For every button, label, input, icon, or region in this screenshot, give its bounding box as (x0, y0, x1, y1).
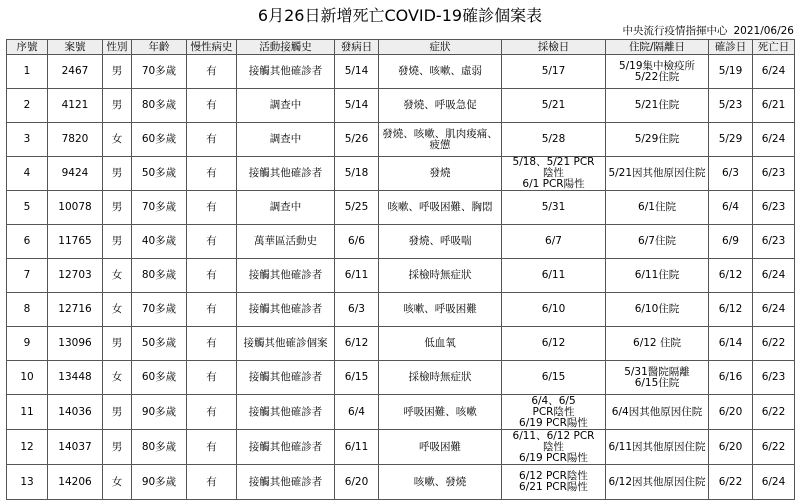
cell-test-date-line: 6/21 PCR陽性 (519, 481, 588, 493)
cell-contact: 接觸其他確診者 (237, 293, 335, 327)
cell-test-date (502, 430, 606, 465)
cell-admission-line: 6/1住院 (638, 201, 676, 213)
cell-case-number: 12703 (48, 259, 103, 293)
cell-sex: 女 (103, 259, 132, 293)
cell-onset: 6/15 (335, 361, 379, 395)
cell-test-date (502, 123, 606, 157)
cell-onset: 5/14 (335, 89, 379, 123)
cell-symptoms: 低血氧 (379, 327, 502, 361)
header-row (7, 40, 795, 55)
cell-test-date-line: 6/4、6/5 (531, 394, 576, 407)
col-header-death: 死亡日 (753, 40, 795, 55)
cell-death-date: 6/23 (753, 157, 795, 191)
cell-confirm-date: 6/12 (709, 259, 753, 293)
cell-test-date (502, 225, 606, 259)
cell-test-date (502, 465, 606, 500)
cell-test-date-line: 6/10 (541, 303, 566, 315)
table-row (7, 157, 795, 191)
cell-test-date (502, 259, 606, 293)
table-row (7, 55, 795, 89)
cell-no: 6 (7, 225, 48, 259)
cell-chronic: 有 (187, 395, 237, 430)
cell-no: 1 (7, 55, 48, 89)
table-row (7, 123, 795, 157)
cell-sex: 男 (103, 225, 132, 259)
cell-onset: 5/14 (335, 55, 379, 89)
table-body (7, 55, 795, 500)
cell-case-number: 13096 (48, 327, 103, 361)
cell-no: 3 (7, 123, 48, 157)
col-header-age: 年齡 (132, 40, 187, 55)
cell-death-date: 6/23 (753, 191, 795, 225)
cell-confirm-date: 6/9 (709, 225, 753, 259)
cell-symptoms: 咳嗽、呼吸困難、胸悶 (379, 191, 502, 225)
cell-test-date-line: 5/21 (541, 99, 566, 111)
cell-test-date (502, 395, 606, 430)
col-header-case: 案號 (48, 40, 103, 55)
cell-test-date-line: 6/11、6/12 PCR (512, 429, 595, 442)
cell-confirm-date: 6/16 (709, 361, 753, 395)
cell-test-date-line: 6/19 PCR陽性 (519, 451, 588, 464)
cell-onset: 6/3 (335, 293, 379, 327)
cell-contact: 萬華區活動史 (237, 225, 335, 259)
cell-no: 11 (7, 395, 48, 430)
cell-case-number: 9424 (48, 157, 103, 191)
table-row (7, 361, 795, 395)
cell-sex: 男 (103, 395, 132, 430)
cell-onset: 6/20 (335, 465, 379, 500)
cell-age: 50多歲 (132, 157, 187, 191)
cell-onset: 6/12 (335, 327, 379, 361)
cell-no: 7 (7, 259, 48, 293)
cell-test-date-line: 6/12 PCR陰性 (519, 470, 588, 482)
cell-age: 90多歲 (132, 465, 187, 500)
cell-admission-line: 6/12 住院 (633, 337, 681, 349)
cell-confirm-date: 6/3 (709, 157, 753, 191)
cell-age: 80多歲 (132, 430, 187, 465)
source-line (622, 25, 794, 38)
col-header-onset: 發病日 (335, 40, 379, 55)
cell-contact: 接觸其他確診者 (237, 430, 335, 465)
cell-sex: 女 (103, 123, 132, 157)
cell-test-date-line: 5/28 (541, 133, 566, 145)
cell-symptoms: 咳嗽、發燒 (379, 465, 502, 500)
cell-symptoms: 呼吸困難、咳嗽 (379, 395, 502, 430)
cell-contact: 接觸其他確診者 (237, 361, 335, 395)
cell-confirm-date: 5/29 (709, 123, 753, 157)
cell-symptoms: 咳嗽、呼吸困難 (379, 293, 502, 327)
cell-no: 9 (7, 327, 48, 361)
cell-case-number: 12716 (48, 293, 103, 327)
cell-death-date: 6/22 (753, 430, 795, 465)
table-row (7, 259, 795, 293)
cell-case-number: 14037 (48, 430, 103, 465)
cell-admission-line: 5/21因其他原因住院 (608, 167, 706, 179)
cell-age: 70多歲 (132, 293, 187, 327)
cell-test-date-line: 陰性 (543, 167, 564, 179)
case-table (6, 39, 795, 500)
cell-test-date (502, 327, 606, 361)
cell-contact: 接觸其他確診者 (237, 395, 335, 430)
cell-test-date-line: 6/15 (541, 371, 566, 383)
cell-age: 50多歲 (132, 327, 187, 361)
cell-admission-line: 6/7住院 (638, 235, 676, 247)
cell-admission-line: 6/11因其他原因住院 (608, 440, 706, 453)
cell-contact: 接觸其他確診者 (237, 55, 335, 89)
cell-onset: 6/11 (335, 259, 379, 293)
cell-onset: 6/6 (335, 225, 379, 259)
cell-case-number: 11765 (48, 225, 103, 259)
report-date: 2021/06/26 (733, 25, 794, 37)
cell-confirm-date: 6/22 (709, 465, 753, 500)
col-header-chronic: 慢性病史 (187, 40, 237, 55)
cell-confirm-date: 5/19 (709, 55, 753, 89)
cell-symptoms: 發燒、咳嗽、肌肉痠痛、疲憊 (379, 123, 502, 157)
cell-test-date-line: 6/7 (545, 235, 562, 247)
cell-admission (606, 430, 709, 465)
cell-admission (606, 395, 709, 430)
cell-death-date: 6/22 (753, 395, 795, 430)
cell-onset: 5/25 (335, 191, 379, 225)
source-agency: 中央流行疫情指揮中心 (622, 25, 728, 37)
cell-admission (606, 89, 709, 123)
table-row (7, 395, 795, 430)
cell-sex: 男 (103, 191, 132, 225)
cell-chronic: 有 (187, 225, 237, 259)
cell-contact: 接觸其他確診者 (237, 465, 335, 500)
cell-death-date: 6/23 (753, 225, 795, 259)
cell-death-date: 6/24 (753, 293, 795, 327)
cell-test-date-line: 6/11 (541, 269, 566, 281)
cell-symptoms: 發燒、呼吸急促 (379, 89, 502, 123)
cell-case-number: 4121 (48, 89, 103, 123)
cell-chronic: 有 (187, 327, 237, 361)
cell-admission-line: 5/29住院 (634, 133, 680, 145)
cell-chronic: 有 (187, 259, 237, 293)
cell-chronic: 有 (187, 293, 237, 327)
cell-test-date (502, 191, 606, 225)
col-header-sex: 性別 (103, 40, 132, 55)
col-header-symptoms: 症狀 (379, 40, 502, 55)
cell-admission-line: 6/4因其他原因住院 (611, 405, 703, 418)
cell-test-date-line: 5/18、5/21 PCR (512, 156, 595, 168)
cell-no: 4 (7, 157, 48, 191)
cell-admission (606, 259, 709, 293)
cell-symptoms: 呼吸困難 (379, 430, 502, 465)
cell-age: 70多歲 (132, 55, 187, 89)
cell-admission-line: 5/22住院 (634, 70, 680, 83)
cell-sex: 男 (103, 55, 132, 89)
cell-admission-line: 6/12因其他原因住院 (608, 475, 706, 488)
cell-age: 60多歲 (132, 123, 187, 157)
cell-contact: 接觸其他確診者 (237, 157, 335, 191)
cell-age: 70多歲 (132, 191, 187, 225)
cell-no: 8 (7, 293, 48, 327)
cell-chronic: 有 (187, 191, 237, 225)
cell-admission-line: 5/19集中檢疫所 (618, 59, 696, 72)
cell-age: 90多歲 (132, 395, 187, 430)
cell-chronic: 有 (187, 361, 237, 395)
cell-test-date (502, 361, 606, 395)
cell-age: 80多歲 (132, 89, 187, 123)
cell-confirm-date: 6/12 (709, 293, 753, 327)
cell-chronic: 有 (187, 465, 237, 500)
cell-test-date (502, 293, 606, 327)
cell-onset: 5/26 (335, 123, 379, 157)
cell-admission-line: 6/10住院 (634, 303, 680, 315)
cell-chronic: 有 (187, 89, 237, 123)
col-header-no: 序號 (7, 40, 48, 55)
cell-chronic: 有 (187, 55, 237, 89)
cell-symptoms: 發燒、呼吸喘 (379, 225, 502, 259)
table-row (7, 465, 795, 500)
cell-case-number: 10078 (48, 191, 103, 225)
cell-admission (606, 225, 709, 259)
cell-contact: 調查中 (237, 191, 335, 225)
cell-admission-line: 5/21住院 (634, 99, 680, 111)
cell-admission (606, 465, 709, 500)
cell-admission (606, 157, 709, 191)
table-header (7, 40, 795, 55)
table-row (7, 89, 795, 123)
cell-chronic: 有 (187, 157, 237, 191)
cell-contact: 接觸其他確診個案 (237, 327, 335, 361)
cell-chronic: 有 (187, 123, 237, 157)
cell-no: 2 (7, 89, 48, 123)
cell-sex: 男 (103, 89, 132, 123)
col-header-test: 採檢日 (502, 40, 606, 55)
cell-onset: 6/11 (335, 430, 379, 465)
col-header-admit: 住院/隔離日 (606, 40, 709, 55)
cell-case-number: 2467 (48, 55, 103, 89)
cell-death-date: 6/24 (753, 123, 795, 157)
cell-confirm-date: 5/23 (709, 89, 753, 123)
cell-chronic: 有 (187, 430, 237, 465)
cell-death-date: 6/21 (753, 89, 795, 123)
cell-confirm-date: 6/20 (709, 395, 753, 430)
cell-death-date: 6/23 (753, 361, 795, 395)
cell-onset: 5/18 (335, 157, 379, 191)
cell-test-date (502, 89, 606, 123)
cell-death-date: 6/22 (753, 327, 795, 361)
cell-death-date: 6/24 (753, 465, 795, 500)
col-header-contact: 活動接觸史 (237, 40, 335, 55)
cell-contact: 調查中 (237, 89, 335, 123)
cell-confirm-date: 6/20 (709, 430, 753, 465)
cell-confirm-date: 6/14 (709, 327, 753, 361)
table-row (7, 430, 795, 465)
cell-contact: 調查中 (237, 123, 335, 157)
cell-admission (606, 293, 709, 327)
cell-admission (606, 191, 709, 225)
page-title: 6月26日新增死亡COVID-19確診個案表 (257, 6, 543, 25)
cell-case-number: 14036 (48, 395, 103, 430)
cell-admission-line: 6/15住院 (634, 376, 680, 389)
table-row (7, 327, 795, 361)
cell-test-date-line: 6/12 (541, 337, 566, 349)
cell-case-number: 14206 (48, 465, 103, 500)
cell-age: 60多歲 (132, 361, 187, 395)
cell-test-date-line: 陰性 (543, 440, 564, 453)
col-header-confirm: 確診日 (709, 40, 753, 55)
cell-admission (606, 123, 709, 157)
cell-sex: 男 (103, 327, 132, 361)
cell-test-date (502, 55, 606, 89)
cell-admission (606, 327, 709, 361)
cell-no: 12 (7, 430, 48, 465)
table-row (7, 225, 795, 259)
cell-sex: 男 (103, 157, 132, 191)
cell-death-date: 6/24 (753, 55, 795, 89)
cell-symptoms: 發燒、咳嗽、虛弱 (379, 55, 502, 89)
cell-admission (606, 55, 709, 89)
table-row (7, 191, 795, 225)
cell-case-number: 13448 (48, 361, 103, 395)
cell-admission-line: 6/11住院 (634, 269, 680, 281)
cell-case-number: 7820 (48, 123, 103, 157)
cell-sex: 女 (103, 293, 132, 327)
cell-test-date-line: 5/17 (541, 65, 566, 77)
cell-test-date-line: 5/31 (541, 201, 566, 213)
cell-test-date-line: 6/19 PCR陽性 (519, 416, 588, 429)
cell-admission (606, 361, 709, 395)
cell-no: 5 (7, 191, 48, 225)
cell-sex: 男 (103, 430, 132, 465)
cell-admission-line: 5/31醫院隔離 (624, 365, 690, 378)
cell-onset: 6/4 (335, 395, 379, 430)
cell-age: 80多歲 (132, 259, 187, 293)
cell-symptoms: 採檢時無症狀 (379, 361, 502, 395)
cell-age: 40多歲 (132, 225, 187, 259)
cell-no: 10 (7, 361, 48, 395)
cell-sex: 女 (103, 361, 132, 395)
cell-contact: 接觸其他確診者 (237, 259, 335, 293)
cell-sex: 女 (103, 465, 132, 500)
cell-symptoms: 發燒 (379, 157, 502, 191)
cell-symptoms: 採檢時無症狀 (379, 259, 502, 293)
cell-confirm-date: 6/4 (709, 191, 753, 225)
cell-no: 13 (7, 465, 48, 500)
cell-test-date-line: PCR陰性 (532, 405, 575, 418)
cell-test-date-line: 6/1 PCR陽性 (522, 178, 585, 190)
cell-test-date (502, 157, 606, 191)
cell-death-date: 6/24 (753, 259, 795, 293)
table-row (7, 293, 795, 327)
